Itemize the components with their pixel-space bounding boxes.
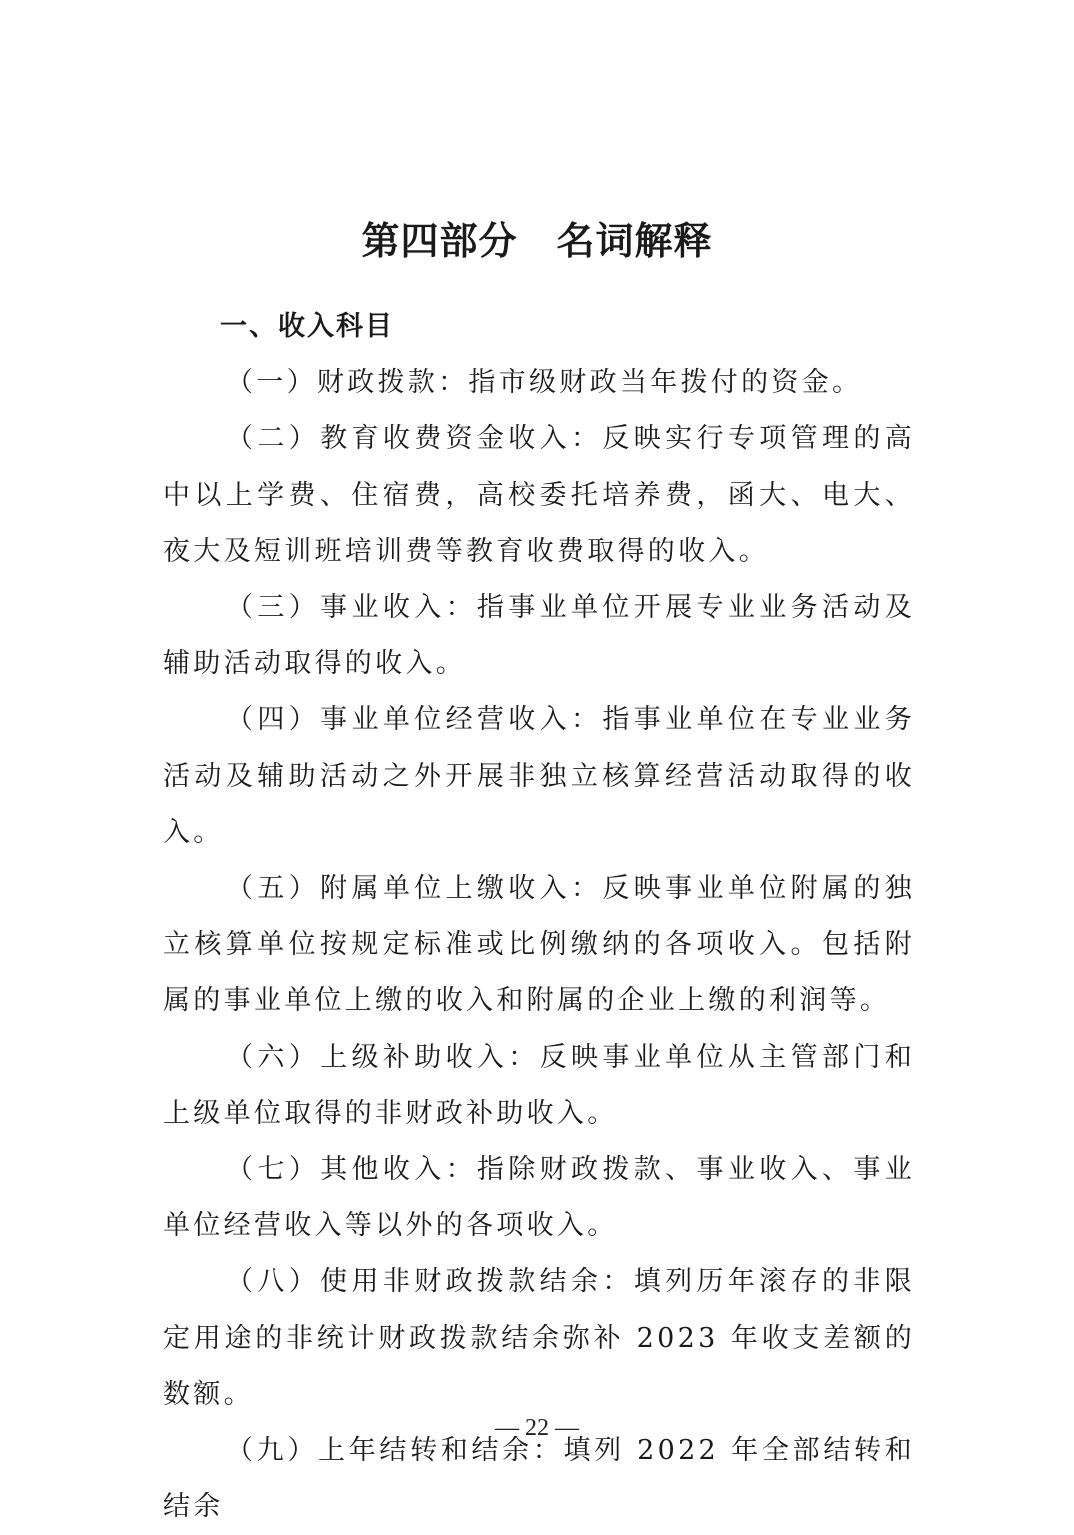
page-title: 第四部分 名词解释 [361,219,713,264]
paragraph-8: （八）使用非财政拨款结余：填列历年滚存的非限定用途的非统计财政拨款结余弥补 2023 年收支差额的数额。 [163,1266,915,1410]
paragraph-5: （五）附属单位上缴收入：反映事业单位附属的独立核算单位按规定标准或比例缴纳的各项收入。包括附属的事业单位上缴的收入和附属的企业上缴的利润等。 [163,873,915,1017]
section-heading: 一、收入科目 [220,311,394,342]
document-body [163,299,915,1535]
paragraph-6: （六）上级补助收入：反映事业单位从主管部门和上级单位取得的非财政补助收入。 [163,1041,915,1129]
paragraph-3: （三）事业收入：指事业单位开展专业业务活动及辅助活动取得的收入。 [163,592,915,680]
paragraph-4: （四）事业单位经营收入：指事业单位在专业业务活动及辅助活动之外开展非独立核算经营活动取得的收入。 [163,704,915,848]
paragraph-1: （一）财政拨款：指市级财政当年拨付的资金。 [226,367,863,399]
paragraph-7: （七）其他收入：指除财政拨款、事业收入、事业单位经营收入等以外的各项收入。 [163,1154,915,1242]
paragraph-2: （二）教育收费资金收入：反映实行专项管理的高中以上学费、住宿费，高校委托培养费，函大、电大、夜大及短训班培训费等教育收费取得的收入。 [163,423,915,567]
paragraph-9: （九）上年结转和结余：填列 2022 年全部结转和结余 [163,1435,915,1523]
page-number: — 22 — [495,1415,579,1441]
